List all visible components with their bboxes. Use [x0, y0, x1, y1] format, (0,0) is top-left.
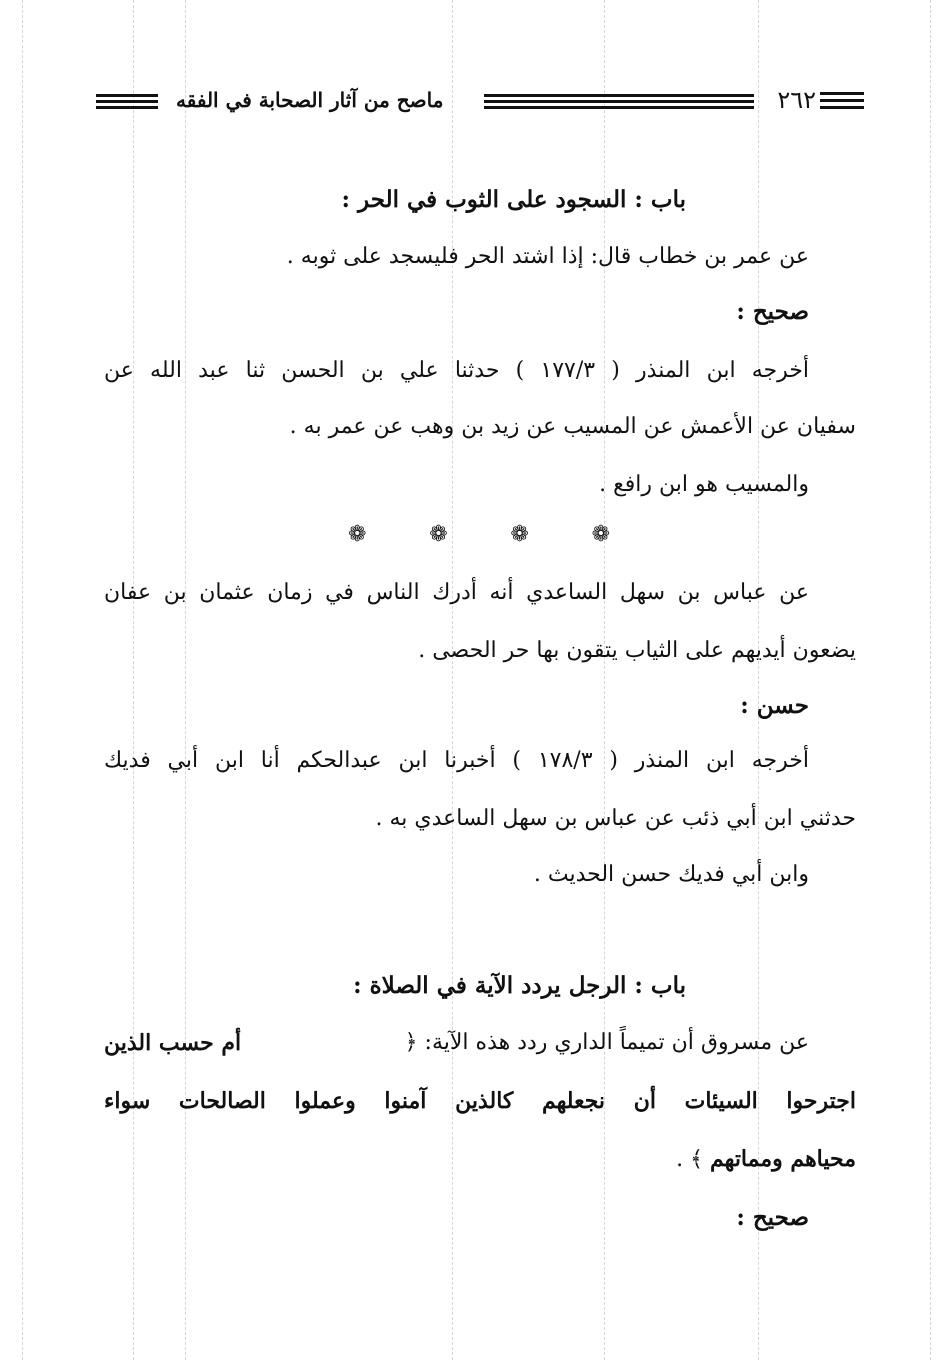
page-header	[96, 86, 864, 122]
header-rule	[96, 100, 158, 103]
paragraph-line: وابن أبي فديك حسن الحديث .	[533, 862, 809, 887]
header-rule	[484, 106, 754, 109]
grade-label: صحيح :	[736, 1204, 809, 1231]
chapter-title: باب : الرجل يردد الآية في الصلاة :	[353, 972, 686, 999]
page-number: ٢٦٢	[777, 86, 816, 114]
quran-verse-text: أم حسب الذين	[104, 1030, 242, 1056]
flower-ornament-icon: ❁	[429, 522, 448, 547]
grade-label: صحيح :	[736, 298, 809, 325]
header-rule	[820, 106, 864, 109]
running-title: ماصح من آثار الصحابة في الفقه	[176, 88, 444, 112]
header-rule	[96, 106, 158, 109]
flower-ornament-icon: ❁	[591, 522, 610, 547]
paragraph-line: أخرجه ابن المنذر ( ١٧٧/٣ ) حدثنا علي بن الحسن ثنا عبد الله عن	[104, 358, 810, 383]
paragraph-text: ﴾ .	[676, 1147, 704, 1172]
scan-guide-line	[133, 0, 134, 1360]
grade-label: حسن :	[740, 692, 809, 719]
flower-ornament-icon: ❁	[510, 522, 529, 547]
header-rule	[484, 94, 754, 97]
quran-verse-text: اجترحوا السيئات أن نجعلهم كالذين آمنوا وعملوا الصالحات سواء	[104, 1088, 856, 1114]
paragraph-text: عن مسروق أن تميماً الداري ردد هذه الآية: ﴿	[404, 1030, 809, 1055]
paragraph-line: يضعون أيديهم على الثياب يتقون بها حر الحصى .	[418, 638, 856, 663]
quran-verse-text: محياهم ومماتهم	[710, 1146, 856, 1172]
paragraph-line	[676, 1146, 856, 1172]
scan-guide-line	[22, 0, 23, 1360]
header-rule	[820, 92, 864, 95]
paragraph-line: حدثني ابن أبي ذئب عن عباس بن سهل الساعدي به .	[375, 806, 856, 831]
paragraph-line: سفيان عن الأعمش عن المسيب عن زيد بن وهب عن عمر به .	[289, 414, 856, 439]
paragraph-line: عن عباس بن سهل الساعدي أنه أدرك الناس في زمان عثمان بن عفان	[104, 580, 809, 605]
paragraph-line: عن عمر بن خطاب قال: إذا اشتد الحر فليسجد على ثوبه .	[286, 244, 809, 269]
scan-guide-line	[930, 0, 931, 1360]
section-separator	[348, 522, 610, 547]
flower-ornament-icon: ❁	[348, 522, 367, 547]
header-rule	[96, 94, 158, 97]
paragraph-line	[104, 1030, 809, 1056]
header-rule	[484, 100, 754, 103]
chapter-title: باب : السجود على الثوب في الحر :	[341, 186, 686, 213]
scan-guide-line	[185, 0, 186, 1360]
paragraph-line: والمسيب هو ابن رافع .	[599, 472, 809, 497]
header-rule	[820, 99, 864, 102]
paragraph-line: أخرجه ابن المنذر ( ١٧٨/٣ ) أخبرنا ابن عبدالحكم أنا ابن أبي فديك	[104, 748, 809, 773]
